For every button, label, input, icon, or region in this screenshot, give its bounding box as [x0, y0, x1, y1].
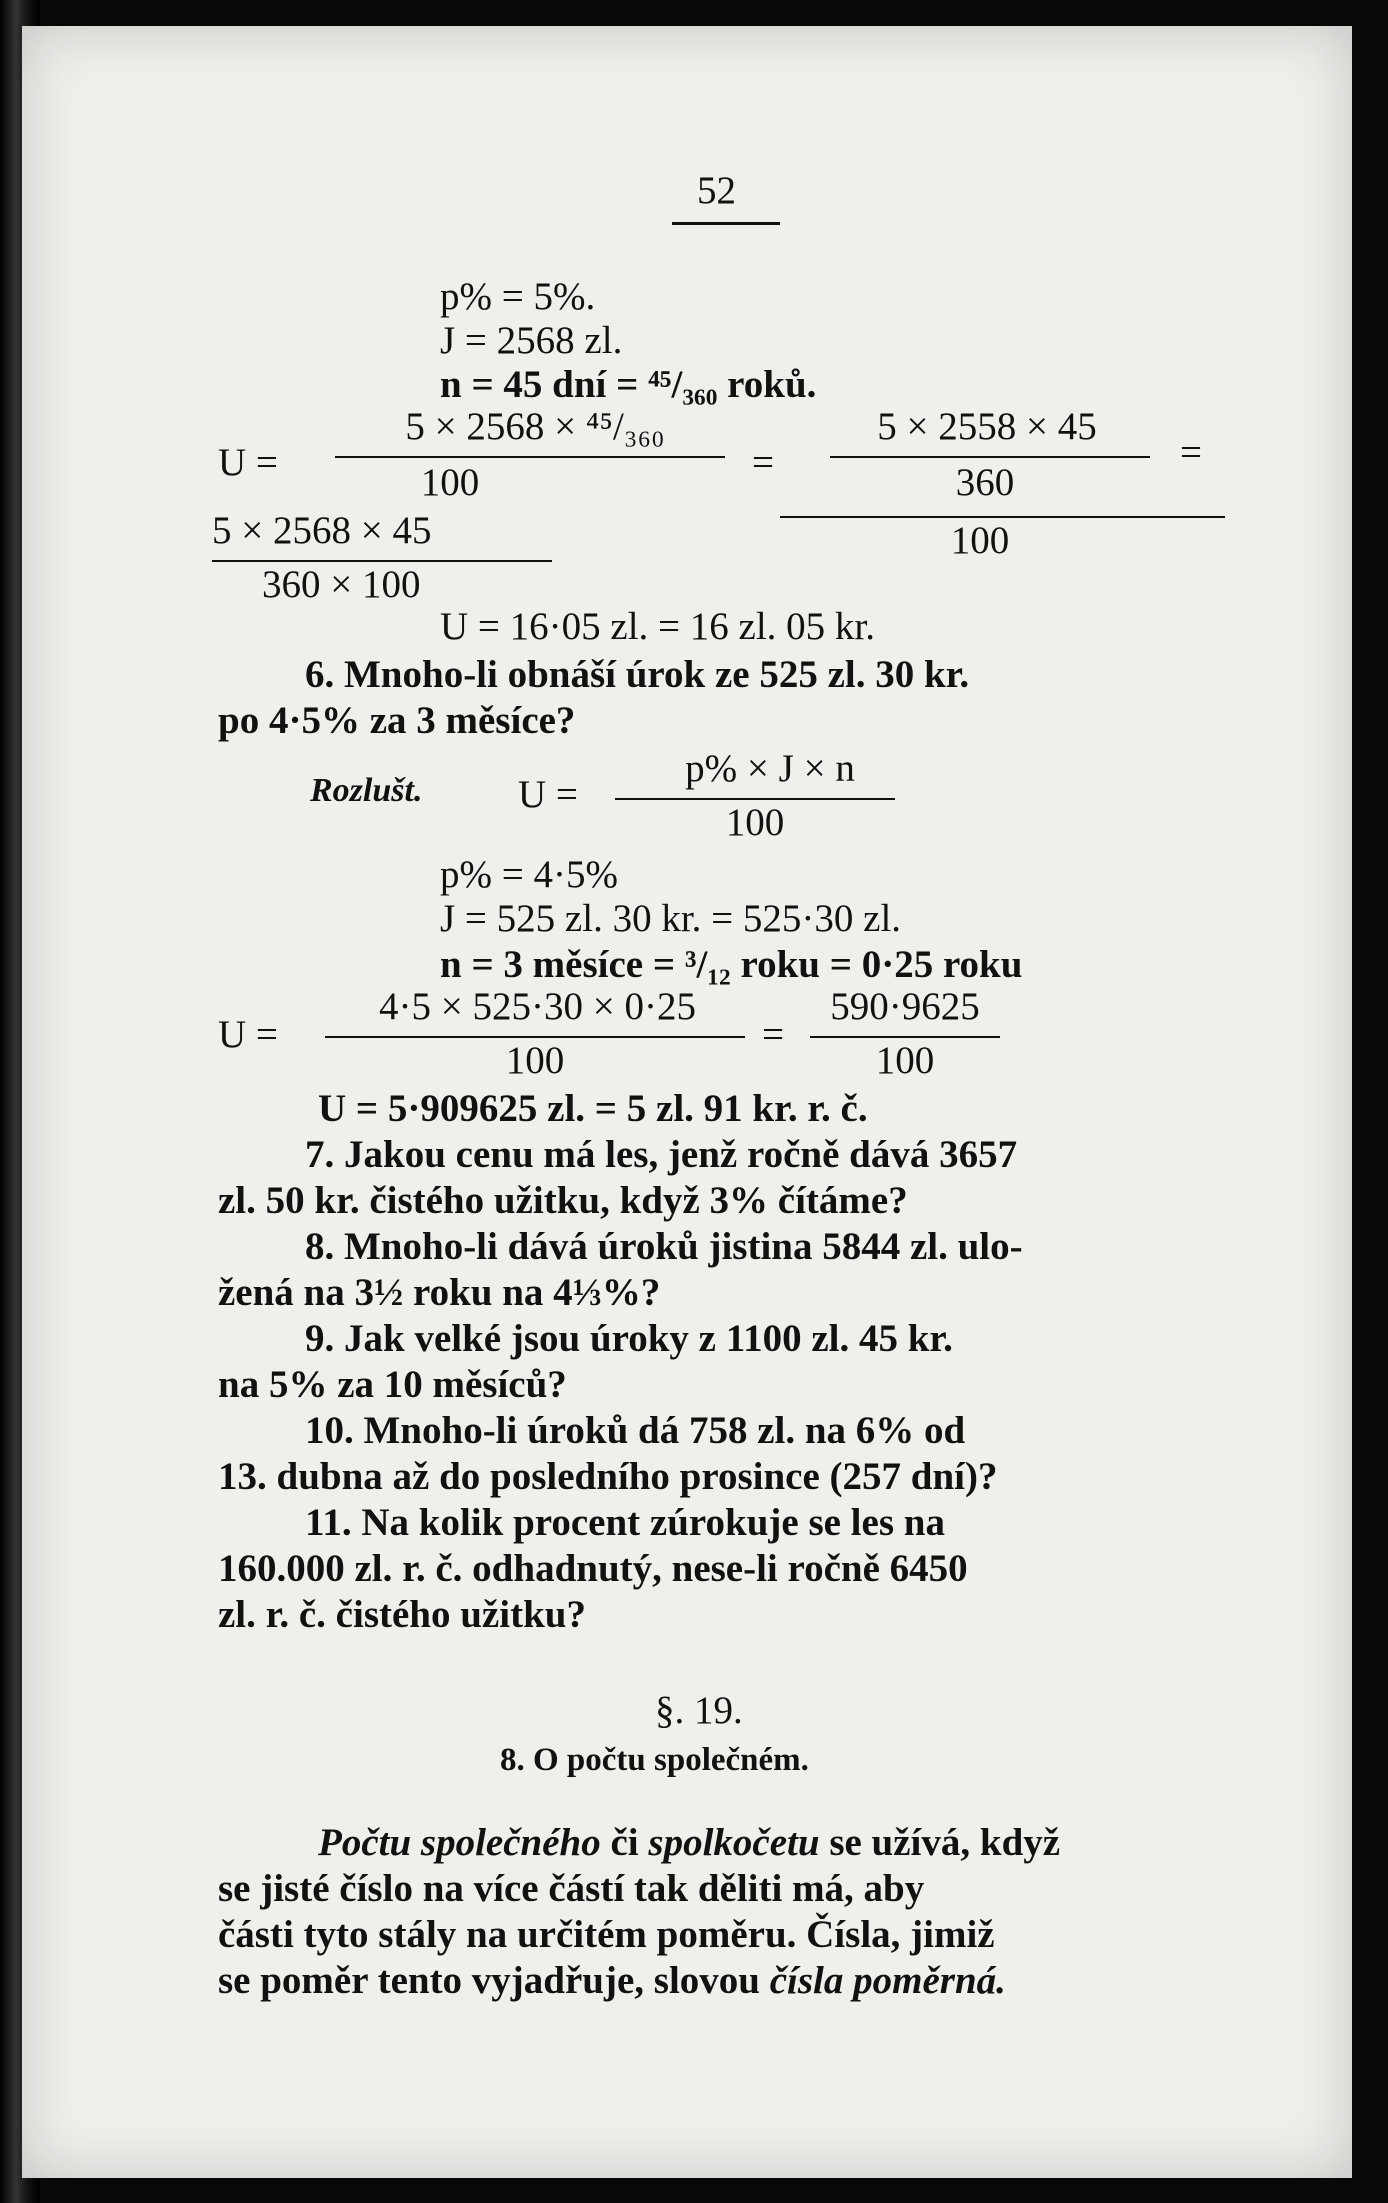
- ex5-den2: 100: [950, 519, 1010, 562]
- ex5-num1: 5 × 2568 × ⁴⁵/₃₆₀: [405, 405, 665, 448]
- ex6-u-num1: 4·5 × 525·30 × 0·25: [379, 985, 696, 1028]
- paragraph-line-1-mid: či: [610, 1821, 639, 1864]
- ex11-line1: 11. Na kolik procent zúrokuje se les na: [305, 1501, 945, 1544]
- ex5-fraction-bar-1: [335, 456, 725, 458]
- ex6-result: U = 5·909625 zl. = 5 zl. 91 kr. r. č.: [318, 1087, 868, 1130]
- term-cisla-pomerna: čísla poměrná.: [769, 1959, 1006, 2002]
- ex6-percent: p% = 4·5%: [440, 853, 618, 896]
- term-pocet-spolecny: Počtu společného: [318, 1821, 601, 1864]
- ex6-formula-lhs: U =: [518, 773, 578, 816]
- paragraph-line-1-rest: se užívá, když: [829, 1821, 1061, 1864]
- ex6-formula-num: p% × J × n: [685, 747, 855, 790]
- ex10-line2: 13. dubna až do posledního prosince (257 dní)?: [218, 1455, 998, 1498]
- paragraph-line-4: [218, 1958, 1006, 2003]
- ex11-line2: 160.000 zl. r. č. odhadnutý, nese-li ročně 6450: [218, 1547, 968, 1590]
- page-number: 52: [697, 169, 736, 212]
- ex5-result: U = 16·05 zl. = 16 zl. 05 kr.: [440, 605, 876, 648]
- page-number-rule: [672, 222, 780, 225]
- section-title: 8. O počtu společném.: [500, 1742, 809, 1778]
- term-spolkocet: spolkočetu: [648, 1821, 820, 1864]
- ex6-u-lhs: U =: [218, 1013, 278, 1056]
- ex5-den3: 360 × 100: [262, 563, 421, 606]
- ex8-line1: 8. Mnoho-li dává úroků jistina 5844 zl. ulo-: [305, 1225, 1023, 1268]
- ex5-equals-2: =: [752, 441, 774, 484]
- paragraph-line-1: [318, 1820, 1060, 1865]
- ex5-num2b: 360: [955, 461, 1015, 504]
- ex6-formula-den: 100: [725, 801, 785, 844]
- ex5-principal: J = 2568 zl.: [440, 319, 623, 362]
- ex5-percent: p% = 5%.: [440, 275, 596, 318]
- ex6-period: n = 3 měsíce = ³/₁₂ roku = 0·25 roku: [440, 943, 1023, 986]
- ex8-line2: žená na 3½ roku na 4⅓%?: [218, 1271, 661, 1314]
- ex6-u-den1: 100: [505, 1039, 565, 1082]
- ex6-question-line1: 6. Mnoho-li obnáší úrok ze 525 zl. 30 kr.: [305, 653, 970, 696]
- ex6-question-line2: po 4·5% za 3 měsíce?: [218, 699, 576, 742]
- ex7-line2: zl. 50 kr. čistého užitku, když 3% čítáme?: [218, 1179, 908, 1222]
- ex5-fraction-bar-2a: [830, 456, 1150, 458]
- ex6-u-den2: 100: [875, 1039, 935, 1082]
- ex6-principal: J = 525 zl. 30 kr. = 525·30 zl.: [440, 897, 902, 940]
- ex5-den1: 100: [420, 461, 480, 504]
- ex5-period: n = 45 dní = ⁴⁵/₃₆₀ roků.: [440, 363, 817, 406]
- ex9-line2: na 5% za 10 měsíců?: [218, 1363, 567, 1406]
- ex6-rozlust-label: Rozlušt.: [310, 772, 423, 809]
- ex9-line1: 9. Jak velké jsou úroky z 1100 zl. 45 kr.: [305, 1317, 953, 1360]
- ex5-num3: 5 × 2568 × 45: [212, 509, 432, 552]
- ex10-line1: 10. Mnoho-li úroků dá 758 zl. na 6% od: [305, 1409, 966, 1452]
- paragraph-line-3: části tyto stály na určitém poměru. Čísla, jimiž: [218, 1913, 995, 1956]
- ex11-line3: zl. r. č. čistého užitku?: [218, 1593, 586, 1636]
- ex7-line1: 7. Jakou cenu má les, jenž ročně dává 3657: [305, 1133, 1018, 1176]
- ex6-u-num2: 590·9625: [830, 985, 980, 1028]
- ex6-u-equals: =: [762, 1013, 784, 1056]
- ex5-num2a: 5 × 2558 × 45: [877, 405, 1097, 448]
- paragraph-line-4-start: se poměr tento vyjadřuje, slovou: [218, 1959, 760, 2002]
- paragraph-line-2: se jisté číslo na více částí tak děliti má, aby: [218, 1867, 925, 1910]
- section-number: §. 19.: [655, 1689, 743, 1732]
- ex5-equals-3: =: [1180, 431, 1202, 474]
- ex5-u-lhs: U =: [218, 441, 278, 484]
